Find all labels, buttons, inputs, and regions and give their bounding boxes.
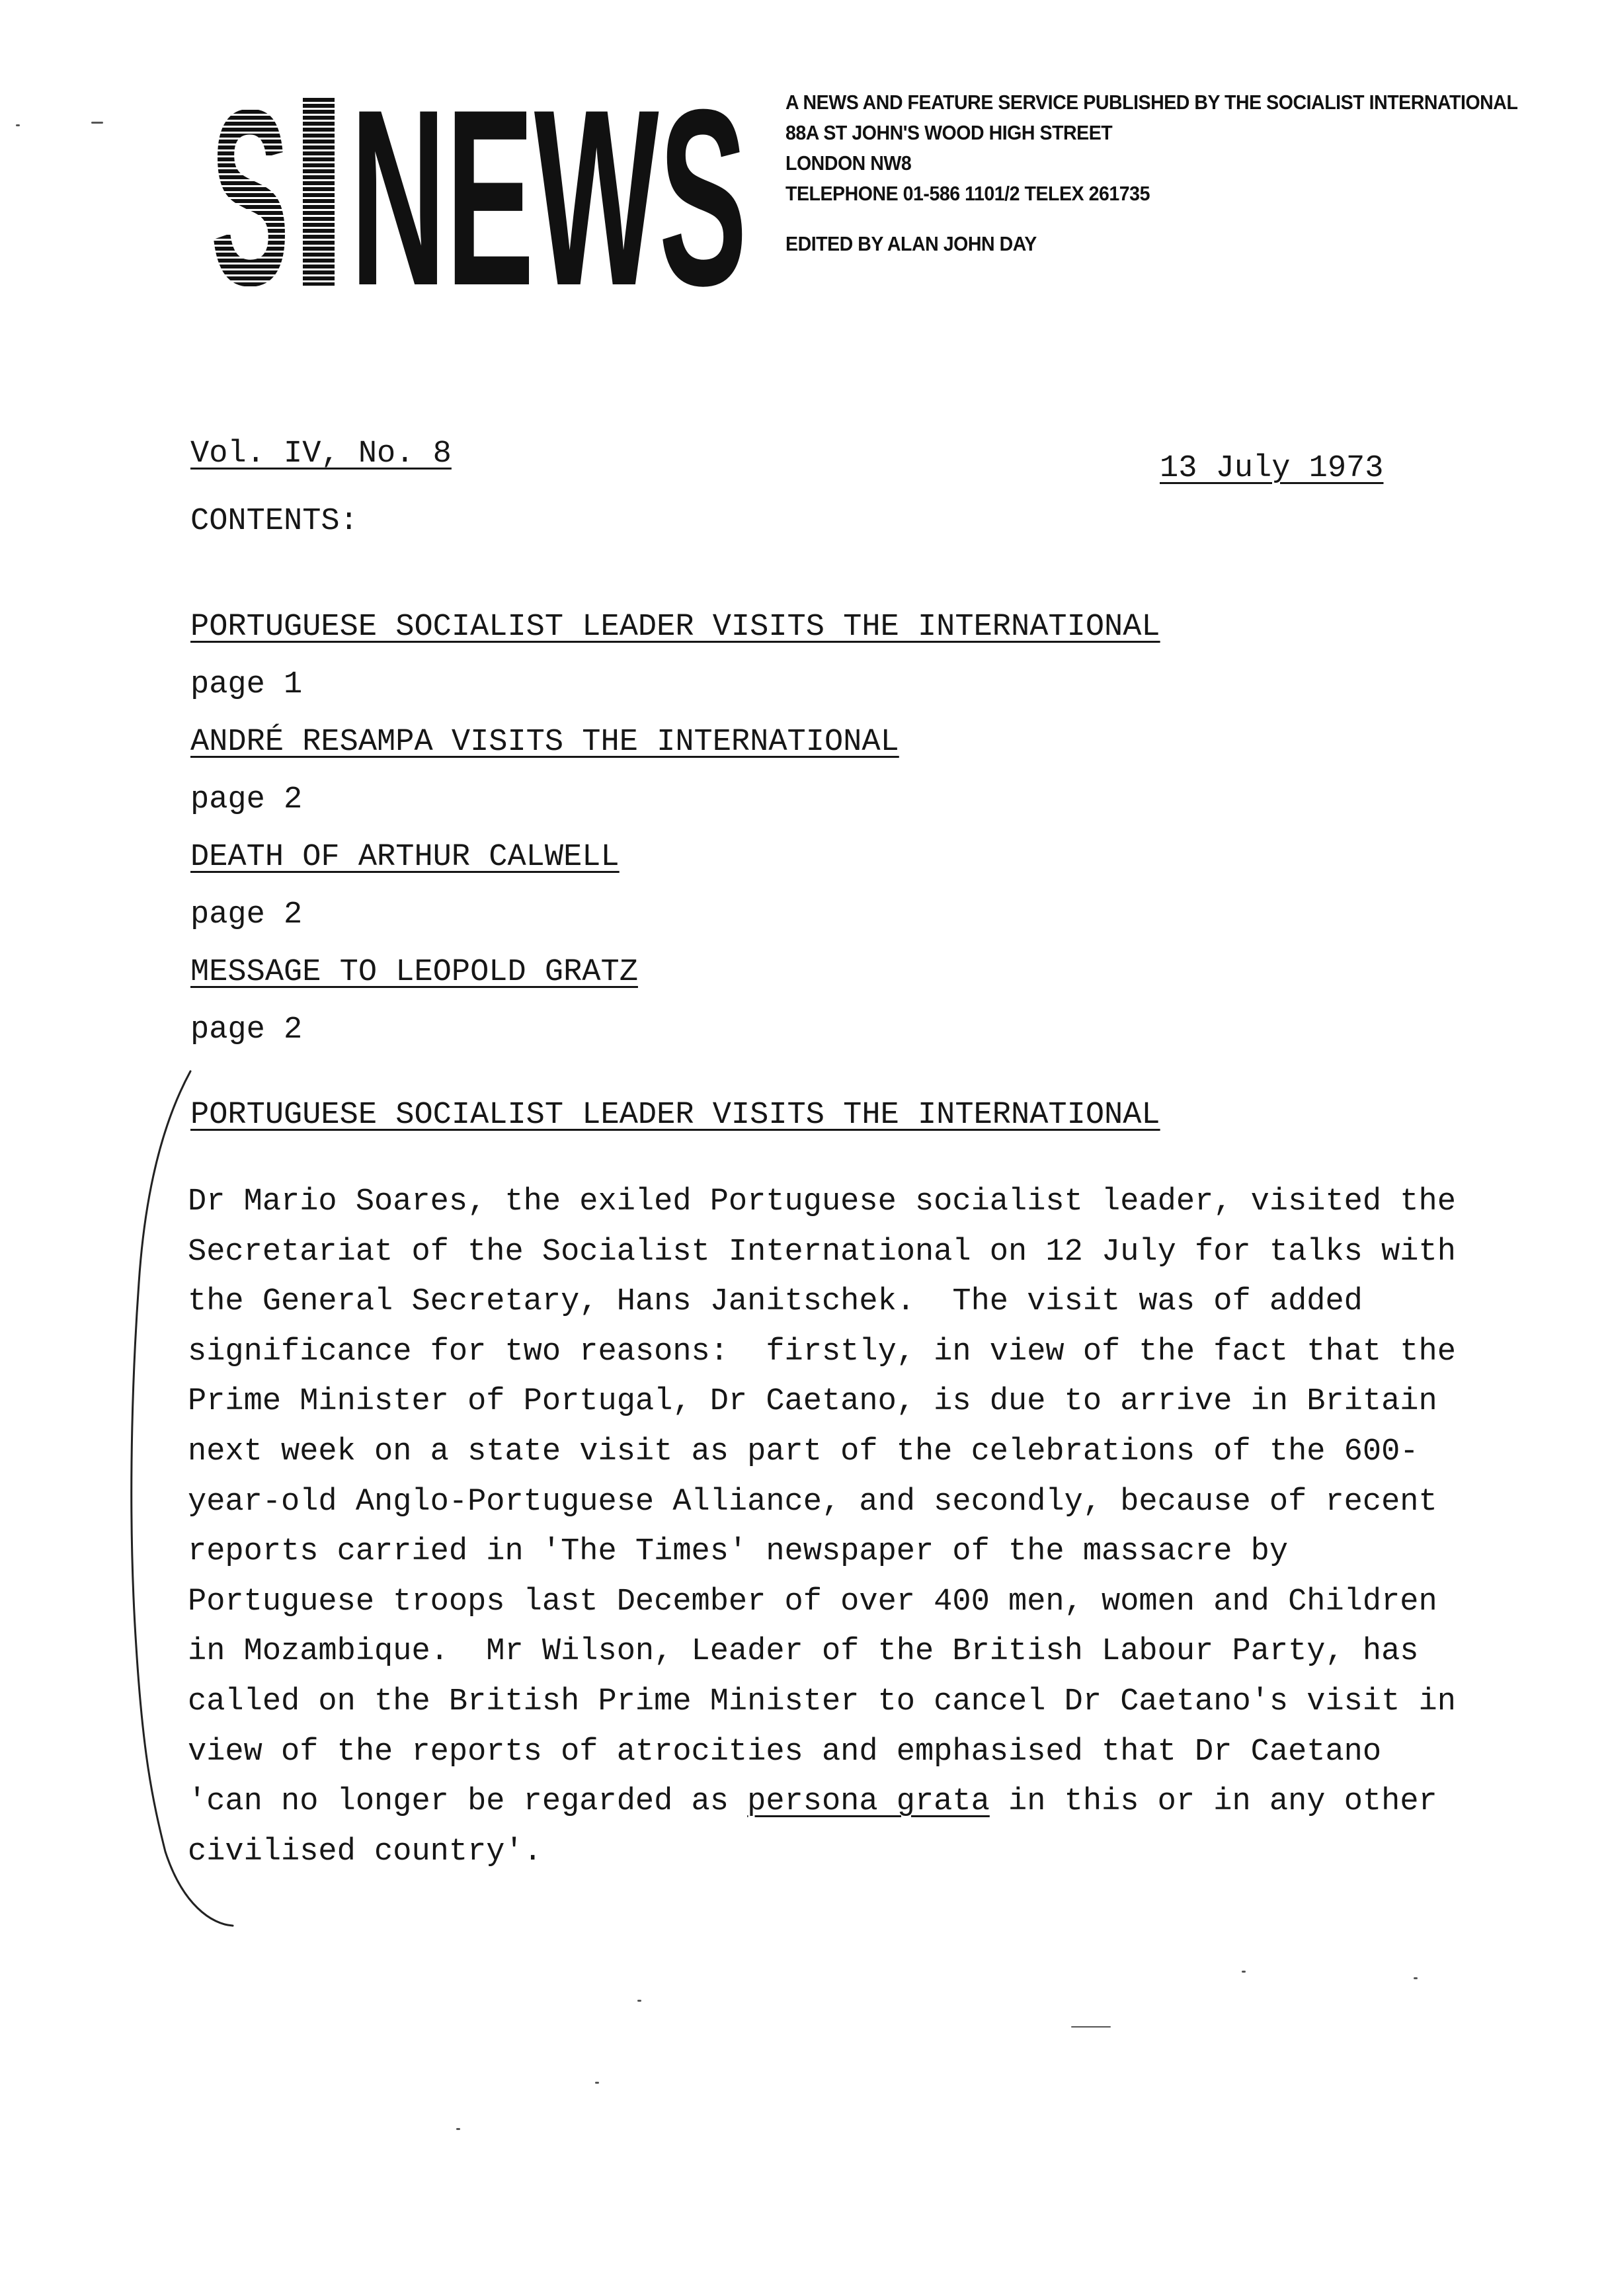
contents-item-page: page 2 — [190, 897, 303, 932]
scan-speck — [456, 2128, 460, 2130]
contents-item-page: page 1 — [190, 667, 303, 702]
article-line: reports carried in 'The Times' newspaper of the massacre by — [188, 1534, 1289, 1570]
scan-speck — [16, 124, 20, 126]
emphasis-persona-grata: persona grata — [747, 1784, 990, 1820]
article-body — [188, 1177, 1456, 1877]
volume-number: Vol. IV, No. 8 — [190, 436, 452, 472]
issue-date: 13 July 1973 — [1160, 451, 1384, 486]
quote-text-end: in this or in any other — [989, 1784, 1437, 1820]
article-line: year-old Anglo-Portuguese Alliance, and secondly, because of recent — [188, 1484, 1437, 1520]
contents-item-title: ANDRÉ RESAMPA VISITS THE INTERNATIONAL — [190, 725, 899, 760]
article-line: Secretariat of the Socialist International on 12 July for talks with — [188, 1234, 1456, 1270]
scan-speck — [1414, 1977, 1418, 1979]
article-line: Prime Minister of Portugal, Dr Caetano, is due to arrive in Britain — [188, 1384, 1437, 1420]
scan-speck — [1242, 1971, 1246, 1973]
scan-speck — [637, 2000, 641, 2002]
contents-item-title: DEATH OF ARTHUR CALWELL — [190, 840, 620, 875]
article-line: significance for two reasons: firstly, in view of the fact that the — [188, 1334, 1456, 1370]
article-line: next week on a state visit as part of the celebrations of the 600- — [188, 1434, 1419, 1469]
scan-speck — [1071, 2026, 1111, 2028]
article-line: view of the reports of atrocities and emphasised that Dr Caetano — [188, 1734, 1382, 1770]
publisher-tagline: A NEWS AND FEATURE SERVICE PUBLISHED BY THE SOCIALIST INTERNATIONAL — [785, 91, 1518, 114]
sinews-logo — [210, 86, 759, 291]
scan-speck — [595, 2082, 599, 2084]
svg-text:NEWS: NEWS — [350, 86, 747, 291]
article-line: Dr Mario Soares, the exiled Portuguese socialist leader, visited the — [188, 1184, 1456, 1219]
svg-text:S: S — [210, 86, 290, 291]
article-line: civilised country'. — [188, 1834, 542, 1869]
quote-text: 'can no longer be regarded as — [188, 1784, 748, 1820]
spacer — [785, 209, 1517, 229]
publisher-address: 88A ST JOHN'S WOOD HIGH STREET — [785, 121, 1113, 144]
publisher-telephone: TELEPHONE 01-586 1101/2 TELEX 261735 — [785, 182, 1150, 205]
article-line: in Mozambique. Mr Wilson, Leader of the British Labour Party, has — [188, 1634, 1419, 1670]
article-line: Portuguese troops last December of over 400 men, women and Children — [188, 1584, 1437, 1620]
publisher-city: LONDON NW8 — [785, 151, 912, 175]
contents-item-page: page 2 — [190, 1012, 303, 1047]
contents-item-page: page 2 — [190, 782, 303, 817]
article-line: called on the British Prime Minister to cancel Dr Caetano's visit in — [188, 1684, 1456, 1719]
article-title: PORTUGUESE SOCIALIST LEADER VISITS THE INTERNATIONAL — [190, 1098, 1160, 1133]
article-line: the General Secretary, Hans Janitschek. The visit was of added — [188, 1284, 1363, 1320]
publisher-info — [785, 87, 1517, 259]
contents-list — [190, 598, 1160, 1059]
contents-label: CONTENTS: — [190, 504, 358, 539]
masthead — [210, 78, 1533, 296]
scan-speck — [91, 122, 103, 124]
editor-credit: EDITED BY ALAN JOHN DAY — [785, 232, 1037, 255]
contents-item-title: MESSAGE TO LEOPOLD GRATZ — [190, 955, 638, 990]
article-line — [188, 1777, 1456, 1827]
contents-item-title: PORTUGUESE SOCIALIST LEADER VISITS THE INTERNATIONAL — [190, 610, 1160, 645]
